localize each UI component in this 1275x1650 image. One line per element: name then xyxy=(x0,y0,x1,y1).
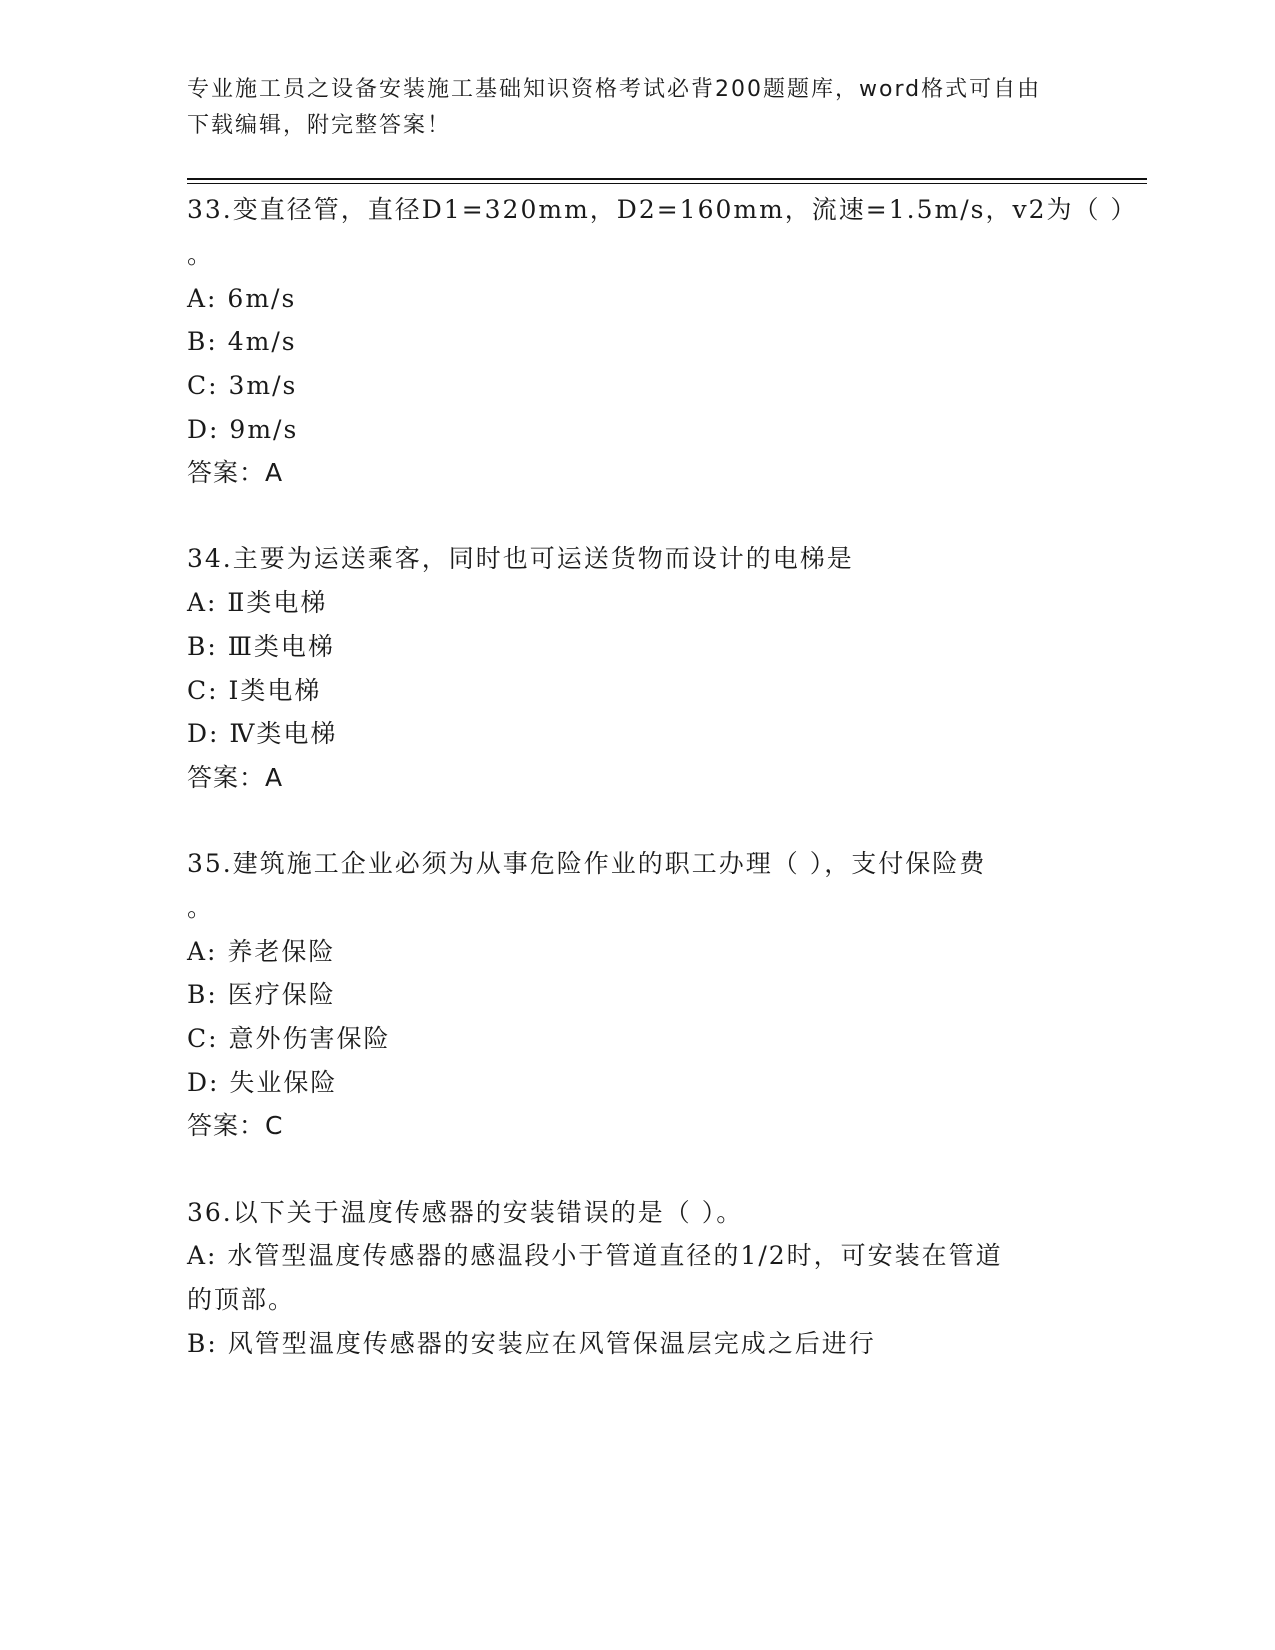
q35-option-d: D: 失业保险 xyxy=(187,1068,338,1097)
q36-option-b: B: 风管型温度传感器的安装应在风管保温层完成之后进行 xyxy=(187,1329,876,1358)
q35-option-b: B: 医疗保险 xyxy=(187,980,336,1009)
q34-answer: 答案：A xyxy=(187,763,284,792)
q35-stem: 35.建筑施工企业必须为从事危险作业的职工办理（ ），支付保险费 xyxy=(187,849,987,878)
q33-stem-cont: 。 xyxy=(187,240,215,269)
q36-option-a-cont: 的顶部。 xyxy=(187,1285,296,1314)
header-divider xyxy=(187,178,1147,180)
header-line-1: 专业施工员之设备安装施工基础知识资格考试必背200题题库，word格式可自由 xyxy=(187,77,1042,102)
q34-stem: 34.主要为运送乘客，同时也可运送货物而设计的电梯是 xyxy=(187,544,854,573)
q33-option-a: A: 6m/s xyxy=(187,284,297,313)
q33-option-b: B: 4m/s xyxy=(187,327,297,356)
q33-option-c: C: 3m/s xyxy=(187,371,298,400)
q34-option-d: D: Ⅳ类电梯 xyxy=(187,719,338,748)
q35-answer: 答案：C xyxy=(187,1111,284,1140)
q33-option-d: D: 9m/s xyxy=(187,415,299,444)
q34-option-a: A: Ⅱ类电梯 xyxy=(187,588,328,617)
q33-answer: 答案：A xyxy=(187,458,284,487)
q35-option-c: C: 意外伤害保险 xyxy=(187,1024,391,1053)
header-divider-thin xyxy=(187,183,1147,184)
document-header xyxy=(187,72,1067,144)
header-line-2: 下载编辑，附完整答案！ xyxy=(187,113,452,138)
q33-stem: 33.变直径管，直径D1=320mm，D2=160mm，流速=1.5m/s，v2为（ ） xyxy=(187,195,1138,224)
q35-stem-cont: 。 xyxy=(187,893,215,922)
q36-option-a: A: 水管型温度传感器的感温段小于管道直径的1/2时，可安装在管道 xyxy=(187,1241,1003,1270)
q36-stem: 36.以下关于温度传感器的安装错误的是（ ）。 xyxy=(187,1198,744,1227)
q34-option-b: B: Ⅲ类电梯 xyxy=(187,632,335,661)
q34-option-c: C: Ⅰ类电梯 xyxy=(187,676,322,705)
q35-option-a: A: 养老保险 xyxy=(187,937,336,966)
